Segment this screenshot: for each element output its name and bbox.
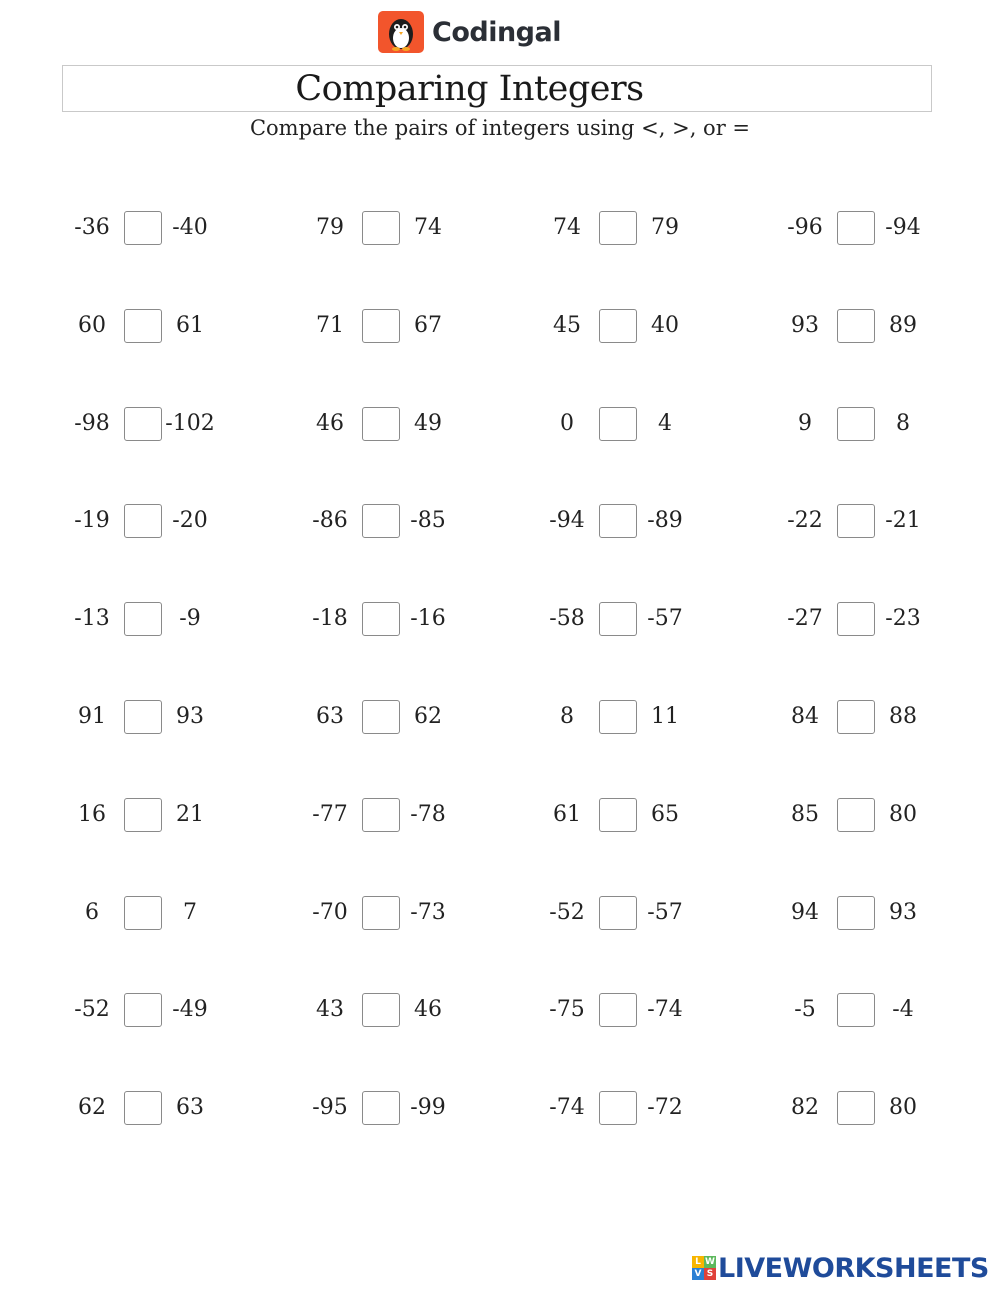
answer-box[interactable] <box>362 700 400 734</box>
comparison-problem <box>775 896 955 932</box>
comparison-problem <box>537 993 717 1029</box>
right-integer: -21 <box>885 508 921 533</box>
left-integer: 84 <box>791 704 819 729</box>
right-integer: 93 <box>889 900 917 925</box>
answer-box[interactable] <box>599 700 637 734</box>
wm-icon-letter: S <box>704 1268 716 1280</box>
answer-box[interactable] <box>124 1091 162 1125</box>
left-integer: 63 <box>316 704 344 729</box>
comparison-problem <box>62 993 242 1029</box>
comparison-problem <box>62 211 242 247</box>
comparison-problem <box>62 504 242 540</box>
answer-box[interactable] <box>837 602 875 636</box>
wm-icon-letter: W <box>705 1257 715 1267</box>
answer-box[interactable] <box>599 309 637 343</box>
right-integer: 62 <box>414 704 442 729</box>
right-integer: 89 <box>889 313 917 338</box>
watermark-text: LIVEWORKSHEETS <box>718 1252 989 1284</box>
left-integer: -58 <box>549 606 585 631</box>
answer-box[interactable] <box>837 504 875 538</box>
left-integer: -95 <box>312 1095 348 1120</box>
answer-box[interactable] <box>837 309 875 343</box>
right-integer: 40 <box>651 313 679 338</box>
left-integer: 79 <box>316 215 344 240</box>
left-integer: -75 <box>549 997 585 1022</box>
right-integer: -73 <box>410 900 446 925</box>
comparison-problem <box>775 309 955 345</box>
right-integer: 93 <box>176 704 204 729</box>
comparison-problem <box>537 211 717 247</box>
right-integer: -4 <box>892 997 914 1022</box>
right-integer: 21 <box>176 802 204 827</box>
left-integer: -74 <box>549 1095 585 1120</box>
left-integer: -36 <box>74 215 110 240</box>
answer-box[interactable] <box>599 1091 637 1125</box>
left-integer: 91 <box>78 704 106 729</box>
answer-box[interactable] <box>837 993 875 1027</box>
left-integer: 8 <box>560 704 574 729</box>
right-integer: -57 <box>647 900 683 925</box>
comparison-problem <box>62 309 242 345</box>
answer-box[interactable] <box>837 700 875 734</box>
answer-box[interactable] <box>599 211 637 245</box>
right-integer: 8 <box>896 411 910 436</box>
logo-text: Codingal <box>432 16 561 48</box>
left-integer: -77 <box>312 802 348 827</box>
answer-box[interactable] <box>124 504 162 538</box>
comparison-problem <box>62 798 242 834</box>
left-integer: 85 <box>791 802 819 827</box>
right-integer: 7 <box>183 900 197 925</box>
left-integer: 71 <box>316 313 344 338</box>
right-integer: -94 <box>885 215 921 240</box>
answer-box[interactable] <box>362 504 400 538</box>
comparison-problem <box>300 896 480 932</box>
comparison-problem <box>775 798 955 834</box>
right-integer: 67 <box>414 313 442 338</box>
comparison-problem <box>62 602 242 638</box>
left-integer: 62 <box>78 1095 106 1120</box>
right-integer: -89 <box>647 508 683 533</box>
page-title: Comparing Integers <box>295 68 644 109</box>
liveworksheets-icon <box>692 1256 716 1280</box>
comparison-problem <box>300 407 480 443</box>
answer-box[interactable] <box>837 1091 875 1125</box>
left-integer: 60 <box>78 313 106 338</box>
left-integer: -13 <box>74 606 110 631</box>
left-integer: -27 <box>787 606 823 631</box>
left-integer: 16 <box>78 802 106 827</box>
left-integer: 61 <box>553 802 581 827</box>
right-integer: 80 <box>889 802 917 827</box>
answer-box[interactable] <box>362 602 400 636</box>
comparison-problem <box>537 504 717 540</box>
answer-box[interactable] <box>362 211 400 245</box>
answer-box[interactable] <box>362 798 400 832</box>
answer-box[interactable] <box>599 504 637 538</box>
left-integer: 93 <box>791 313 819 338</box>
comparison-problem <box>300 798 480 834</box>
answer-box[interactable] <box>362 896 400 930</box>
comparison-problem <box>300 602 480 638</box>
right-integer: 80 <box>889 1095 917 1120</box>
left-integer: 46 <box>316 411 344 436</box>
answer-box[interactable] <box>599 407 637 441</box>
answer-box[interactable] <box>124 798 162 832</box>
left-integer: -19 <box>74 508 110 533</box>
comparison-problem <box>62 407 242 443</box>
right-integer: -16 <box>410 606 446 631</box>
answer-box[interactable] <box>124 407 162 441</box>
left-integer: 74 <box>553 215 581 240</box>
answer-box[interactable] <box>599 602 637 636</box>
right-integer: -23 <box>885 606 921 631</box>
left-integer: -5 <box>794 997 816 1022</box>
right-integer: -74 <box>647 997 683 1022</box>
right-integer: -20 <box>172 508 208 533</box>
right-integer: 46 <box>414 997 442 1022</box>
answer-box[interactable] <box>362 993 400 1027</box>
comparison-problem <box>300 309 480 345</box>
comparison-problem <box>537 1091 717 1127</box>
left-integer: 82 <box>791 1095 819 1120</box>
answer-box[interactable] <box>599 896 637 930</box>
right-integer: 63 <box>176 1095 204 1120</box>
answer-box[interactable] <box>599 993 637 1027</box>
comparison-problem <box>537 896 717 932</box>
left-integer: -98 <box>74 411 110 436</box>
right-integer: 74 <box>414 215 442 240</box>
answer-box[interactable] <box>124 993 162 1027</box>
comparison-problem <box>775 1091 955 1127</box>
right-integer: -40 <box>172 215 208 240</box>
right-integer: -49 <box>172 997 208 1022</box>
wm-icon-letter: V <box>692 1268 704 1280</box>
right-integer: -72 <box>647 1095 683 1120</box>
answer-box[interactable] <box>124 602 162 636</box>
left-integer: -52 <box>549 900 585 925</box>
left-integer: -94 <box>549 508 585 533</box>
wm-icon-letter: L <box>692 1256 704 1268</box>
left-integer: 0 <box>560 411 574 436</box>
left-integer: 45 <box>553 313 581 338</box>
left-integer: 94 <box>791 900 819 925</box>
answer-box[interactable] <box>837 798 875 832</box>
answer-box[interactable] <box>837 211 875 245</box>
comparison-problem <box>300 504 480 540</box>
comparison-problem <box>775 211 955 247</box>
comparison-problem <box>62 700 242 736</box>
answer-box[interactable] <box>124 211 162 245</box>
answer-box[interactable] <box>362 407 400 441</box>
answer-box[interactable] <box>599 798 637 832</box>
answer-box[interactable] <box>124 896 162 930</box>
comparison-problem <box>300 211 480 247</box>
comparison-problem <box>537 700 717 736</box>
right-integer: 49 <box>414 411 442 436</box>
answer-box[interactable] <box>362 1091 400 1125</box>
right-integer: 4 <box>658 411 672 436</box>
left-integer: -18 <box>312 606 348 631</box>
comparison-problem <box>775 602 955 638</box>
left-integer: 6 <box>85 900 99 925</box>
answer-box[interactable] <box>124 309 162 343</box>
comparison-problem <box>537 309 717 345</box>
answer-box[interactable] <box>837 896 875 930</box>
comparison-problem <box>775 504 955 540</box>
liveworksheets-watermark <box>692 1253 989 1283</box>
comparison-problem <box>62 1091 242 1127</box>
comparison-problem <box>775 407 955 443</box>
right-integer: -85 <box>410 508 446 533</box>
left-integer: -86 <box>312 508 348 533</box>
left-integer: 43 <box>316 997 344 1022</box>
left-integer: -70 <box>312 900 348 925</box>
left-integer: -52 <box>74 997 110 1022</box>
right-integer: 79 <box>651 215 679 240</box>
answer-box[interactable] <box>124 700 162 734</box>
right-integer: 88 <box>889 704 917 729</box>
comparison-problem <box>775 700 955 736</box>
comparison-problem <box>775 993 955 1029</box>
comparison-problem <box>300 700 480 736</box>
right-integer: -9 <box>179 606 201 631</box>
comparison-problem <box>300 993 480 1029</box>
answer-box[interactable] <box>837 407 875 441</box>
right-integer: 11 <box>651 704 679 729</box>
comparison-problem <box>537 602 717 638</box>
right-integer: 65 <box>651 802 679 827</box>
comparison-problem <box>300 1091 480 1127</box>
comparison-problem <box>62 896 242 932</box>
left-integer: -96 <box>787 215 823 240</box>
answer-box[interactable] <box>362 309 400 343</box>
right-integer: -78 <box>410 802 446 827</box>
left-integer: -22 <box>787 508 823 533</box>
comparison-problem <box>537 407 717 443</box>
comparison-problem <box>537 798 717 834</box>
right-integer: -99 <box>410 1095 446 1120</box>
left-integer: 9 <box>798 411 812 436</box>
right-integer: 61 <box>176 313 204 338</box>
right-integer: -102 <box>165 411 215 436</box>
instructions: Compare the pairs of integers using <, >, or = <box>249 116 751 140</box>
right-integer: -57 <box>647 606 683 631</box>
